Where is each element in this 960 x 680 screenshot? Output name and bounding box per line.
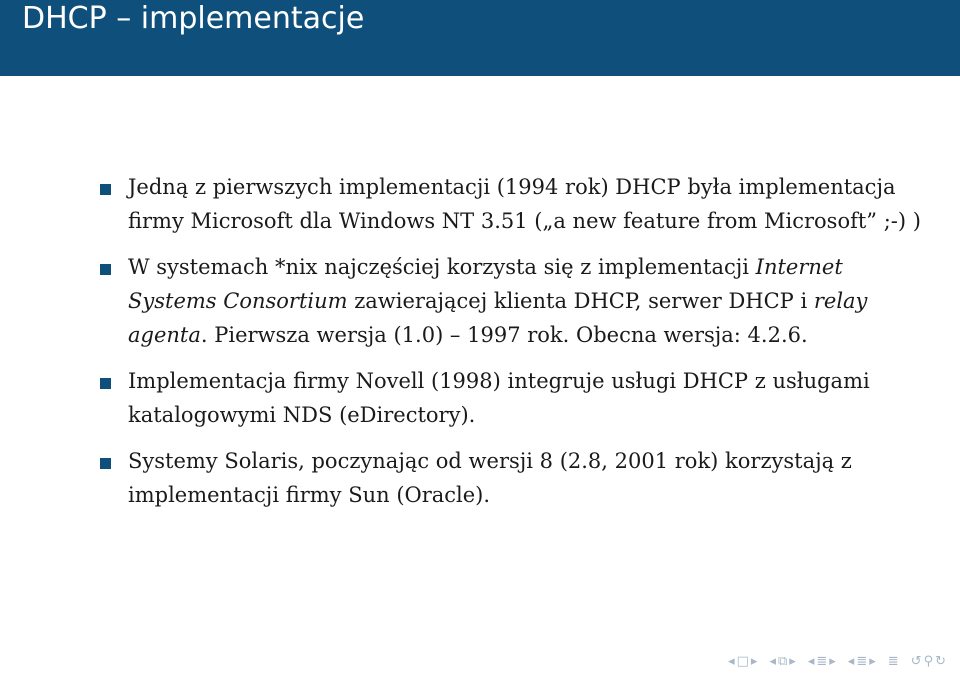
text-run: . Pierwsza wersja (1.0) – 1997 rok. Obecna wersja: 4.2.6.: [200, 323, 808, 347]
section-icon[interactable]: ≣: [856, 654, 868, 669]
text-run: W systemach *nix najczęściej korzysta się z implementacji: [128, 255, 756, 279]
bullet-text: [128, 170, 938, 238]
prev-section-icon[interactable]: ◂: [847, 654, 855, 669]
back-icon[interactable]: ↺: [910, 654, 922, 669]
bullet-item: [98, 444, 938, 512]
bullet-square-icon: [100, 184, 111, 195]
bullet-item: [98, 364, 938, 432]
nav-group-frame: [728, 654, 757, 670]
forward-icon[interactable]: ↻: [935, 654, 946, 669]
subsection-icon[interactable]: ≣: [816, 654, 828, 669]
prev-subsection-icon[interactable]: ◂: [807, 654, 815, 669]
bullet-square-icon: [100, 264, 111, 275]
search-icon[interactable]: ⚲: [923, 654, 934, 669]
nav-group-section: [848, 654, 876, 670]
title-bar: [0, 0, 960, 76]
bullet-item: [98, 250, 938, 352]
nav-group-slide: [769, 654, 795, 670]
bullet-square-icon: [100, 378, 111, 389]
slide-title: DHCP – implementacje: [22, 1, 365, 36]
beamer-navigation: [728, 654, 946, 670]
bullet-square-icon: [100, 458, 111, 469]
next-slide-icon[interactable]: ▸: [789, 654, 796, 669]
bullet-text: [128, 364, 938, 432]
next-frame-icon[interactable]: ▸: [750, 654, 758, 669]
bullet-text: [128, 444, 938, 512]
bullet-list: [98, 170, 938, 524]
text-run: Systemy Solaris, poczynając od wersji 8 (2.8, 2001 rok) korzystają z implementacji firmy Sun (Oracle).: [128, 449, 852, 507]
prev-slide-icon[interactable]: ◂: [769, 654, 776, 669]
document-icon[interactable]: ≣: [887, 654, 899, 669]
italic-term: Internet Systems Consortium: [128, 255, 843, 313]
prev-frame-icon[interactable]: ◂: [728, 654, 735, 669]
next-subsection-icon[interactable]: ▸: [829, 654, 836, 669]
slide-icon[interactable]: ⧉: [777, 654, 788, 669]
next-section-icon[interactable]: ▸: [869, 654, 876, 669]
frame-icon[interactable]: □: [736, 654, 749, 669]
text-run: Jedną z pierwszych implementacji (1994 rok) DHCP była implementacja firmy Microsoft dla Windows NT 3.51 („a new feature from Microsoft” ;-) ): [128, 175, 921, 233]
bullet-text: [128, 250, 938, 352]
italic-term: relay agenta: [128, 289, 868, 347]
nav-group-search: [911, 654, 946, 670]
nav-group-subsection: [808, 654, 836, 670]
bullet-item: [98, 170, 938, 238]
text-run: zawierającej klienta DHCP, serwer DHCP i: [347, 289, 814, 313]
nav-group-document: [888, 654, 899, 670]
text-run: Implementacja firmy Novell (1998) integruje usługi DHCP z usługami katalogowymi NDS (eDirectory).: [128, 369, 870, 427]
